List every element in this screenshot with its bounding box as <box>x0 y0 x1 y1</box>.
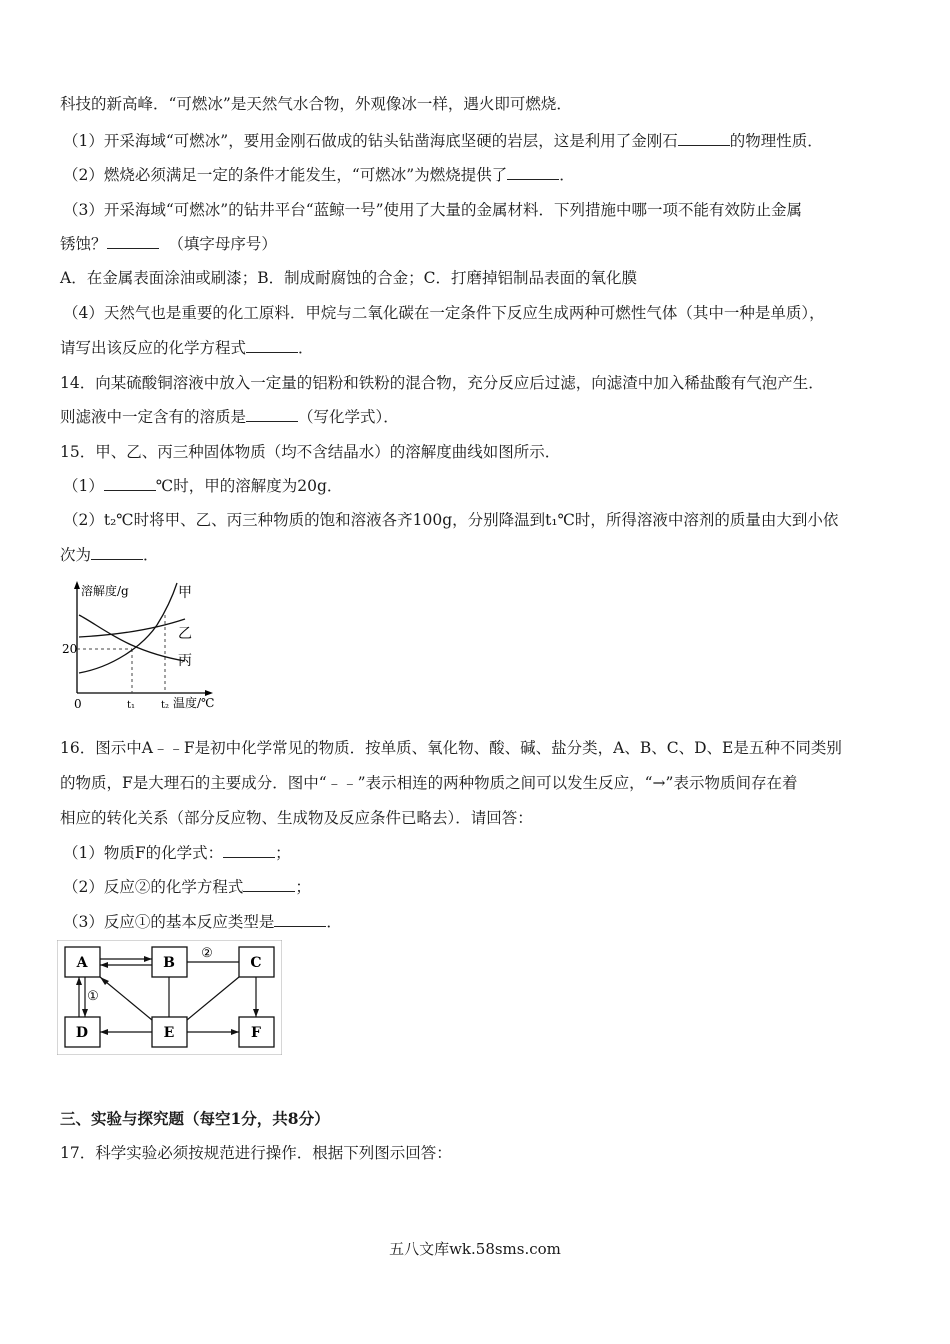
question-16-3: （3）反应①的基本反应类型是 ． <box>63 913 342 931</box>
answer-blank[interactable] <box>104 476 156 491</box>
question-15-2: （2）t₂℃时将甲、乙、丙三种物质的饱和溶液各齐100g，分别降温到t₁℃时，所得溶液中溶剂的质量由大到小依 <box>63 511 839 529</box>
relation-diagram <box>57 940 282 1055</box>
x-tick-t1: t₁ <box>127 700 136 711</box>
question-15-2-cont: 次为 ． <box>60 546 159 564</box>
question-13-3: （3）开采海域“可燃冰”的钻井平台“蓝鲸一号”使用了大量的金属材料．下列措施中哪一项不能有效防止金属 <box>63 201 803 219</box>
y-tick-20: 20 <box>62 642 78 656</box>
node-e: E <box>163 1025 175 1041</box>
solubility-chart <box>57 575 227 715</box>
x-tick-t2: t₂ <box>161 700 170 711</box>
text-line: 科技的新高峰．“可燃冰”是天然气水合物，外观像冰一样，遇火即可燃烧． <box>60 95 572 113</box>
section-heading: 三、实验与探究题（每空1分，共8分） <box>60 1109 330 1128</box>
x-axis-label: 温度/℃ <box>173 696 215 710</box>
question-16-cont2: 相应的转化关系（部分反应物、生成物及反应条件已略去）．请回答： <box>60 809 533 827</box>
answer-blank[interactable] <box>246 407 298 422</box>
answer-blank[interactable] <box>91 545 143 560</box>
question-16: 16．图示中A﹣﹣F是初中化学常见的物质．按单质、氧化物、酸、碱、盐分类，A、B、C、D、E是五种不同类别 <box>60 739 842 757</box>
question-15: 15．甲、乙、丙三种固体物质（均不含结晶水）的溶解度曲线如图所示． <box>60 443 561 461</box>
question-14: 14．向某硫酸铜溶液中放入一定量的铝粉和铁粉的混合物，充分反应后过滤，向滤渣中加入稀盐酸有气泡产生． <box>60 374 824 392</box>
node-f: F <box>251 1025 261 1041</box>
answer-blank[interactable] <box>678 131 730 146</box>
answer-blank[interactable] <box>243 877 295 892</box>
question-13-1: （1）开采海域“可燃冰”，要用金刚石做成的钻头钻凿海底坚硬的岩层，这是利用了金刚石 的物理性质． <box>63 132 823 150</box>
node-c: C <box>250 955 262 971</box>
answer-blank[interactable] <box>223 843 275 858</box>
question-17: 17．科学实验必须按规范进行操作．根据下列图示回答： <box>60 1144 452 1162</box>
footer-watermark: 五八文库wk.58sms.com <box>389 1240 561 1258</box>
question-16-2: （2）反应②的化学方程式 ； <box>63 878 311 896</box>
node-b: B <box>163 955 175 971</box>
question-14-cont: 则滤液中一定含有的溶质是 （写化学式）． <box>60 408 399 426</box>
origin-label: 0 <box>74 697 82 711</box>
reaction-label-2: ② <box>201 946 213 961</box>
curve-label-bing: 丙 <box>178 653 192 669</box>
question-13-3-cont: 锈蚀？ （填字母序号） <box>60 235 277 253</box>
question-15-1: （1） ℃时，甲的溶解度为20g． <box>63 477 343 495</box>
question-16-1: （1）物质F的化学式： ； <box>63 844 291 862</box>
reaction-label-1: ① <box>87 989 99 1004</box>
curve-label-yi: 乙 <box>178 626 192 642</box>
node-d: D <box>75 1025 89 1041</box>
answer-blank[interactable] <box>107 234 159 249</box>
answer-blank[interactable] <box>274 912 326 927</box>
question-13-2: （2）燃烧必须满足一定的条件才能发生，“可燃冰”为燃烧提供了 ． <box>63 166 575 184</box>
options-line: A．在金属表面涂油或刷漆；B．制成耐腐蚀的合金；C．打磨掉铝制品表面的氧化膜 <box>60 269 637 287</box>
curve-label-jia: 甲 <box>178 585 192 601</box>
answer-blank[interactable] <box>246 338 298 353</box>
question-13-4-cont: 请写出该反应的化学方程式 ． <box>60 339 314 357</box>
question-13-4: （4）天然气也是重要的化工原料．甲烷与二氧化碳在一定条件下反应生成两种可燃性气体（其中一种是单质）， <box>63 304 825 322</box>
y-axis-label: 溶解度/g <box>81 584 129 598</box>
node-a: A <box>76 955 88 971</box>
question-16-cont: 的物质，F是大理石的主要成分．图中“﹣﹣”表示相连的两种物质之间可以发生反应，“→”表示物质间存在着 <box>60 774 798 792</box>
answer-blank[interactable] <box>507 165 559 180</box>
